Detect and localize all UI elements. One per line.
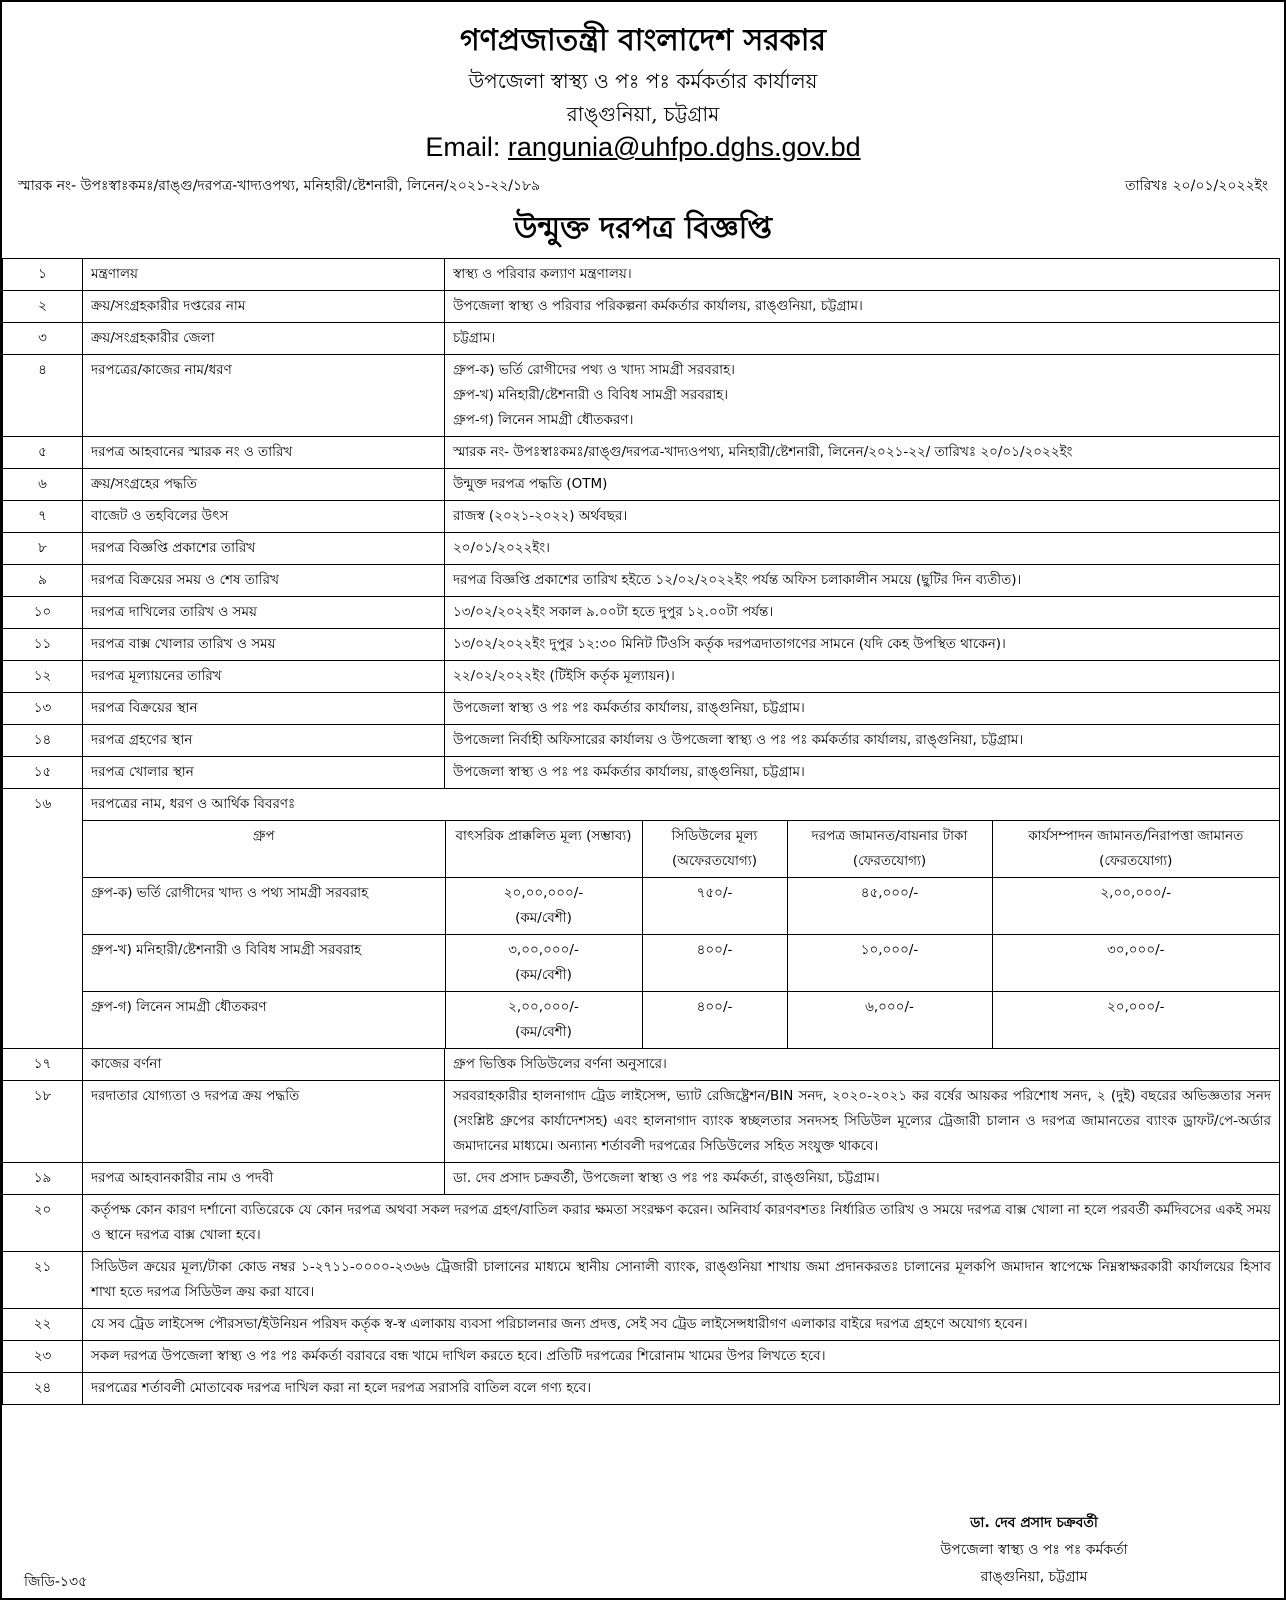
- row-value: উপজেলা স্বাস্থ্য ও পঃ পঃ কর্মকর্তার কার্যালয়, রাঙ্গুনিয়া, চট্টগ্রাম।: [445, 693, 1280, 725]
- row-number: ৬: [3, 469, 83, 501]
- notice-title: উন্মুক্ত দরপত্র বিজ্ঞপ্তি: [513, 211, 772, 246]
- row-number: ১৫: [3, 757, 83, 789]
- signatory-place: রাঙ্গুনিয়া, চট্টগ্রাম: [980, 1569, 1088, 1585]
- row-number: ২৩: [3, 1341, 83, 1373]
- memo-number: স্মারক নং- উপঃস্বাঃকমঃ/রাঙ্গু/দরপত্র-খাদ্যওপথ্য, মনিহারী/ষ্টেশনারী, লিনেন/২০২১-২২/১৮৯: [18, 178, 541, 194]
- financial-header-row: [83, 821, 1279, 878]
- row-label: দরপত্র বিক্রয়ের সময় ও শেষ তারিখ: [83, 565, 445, 597]
- row-number: ১১: [3, 629, 83, 661]
- signatory-designation: উপজেলা স্বাস্থ্য ও পঃ পঃ কর্মকর্তা: [940, 1542, 1128, 1558]
- row-number: ৯: [3, 565, 83, 597]
- estimate-cell: [445, 878, 642, 935]
- tender-security: ৪৫,০০০/-: [787, 878, 992, 935]
- office-name: উপজেলা স্বাস্থ্য ও পঃ পঃ কর্মকর্তার কার্যালয়: [468, 69, 818, 93]
- row-label: কাজের বর্ণনা: [83, 1049, 445, 1081]
- table-row: [3, 1163, 1280, 1195]
- table-row: [3, 291, 1280, 323]
- estimate-value: ৩,০০,০০০/-: [508, 942, 579, 958]
- row-number: ১৯: [3, 1163, 83, 1195]
- row-label: দরপত্র খোলার স্থান: [83, 757, 445, 789]
- table-row: [3, 565, 1280, 597]
- row-label: ক্রয়/সংগ্রহের পদ্ধতি: [83, 469, 445, 501]
- row-number: ২২: [3, 1309, 83, 1341]
- financial-table: [83, 820, 1279, 1048]
- row-value: [445, 355, 1280, 437]
- group-name: গ্রুপ-ক) ভর্তি রোগীদের খাদ্য ও পথ্য সামগ্রী সরবরাহ: [83, 878, 445, 935]
- estimate-note: (কম/বেশী): [515, 967, 572, 983]
- table-row: [3, 725, 1280, 757]
- condition-text: সকল দরপত্র উপজেলা স্বাস্থ্য ও পঃ পঃ কর্মকর্তা বরাবরে বন্ধ খামে দাখিল করতে হবে। প্রতিটি দরপত্রের শিরোনাম খামের উপর লিখতে হবে।: [83, 1341, 1280, 1373]
- email-link[interactable]: rangunia@uhfpo.dghs.gov.bd: [507, 132, 861, 162]
- tender-security: ৬,০০০/-: [787, 992, 992, 1049]
- table-row: [3, 1373, 1280, 1405]
- row-label: দরপত্রের/কাজের নাম/ধরণ: [83, 355, 445, 437]
- table-row: [3, 1049, 1280, 1081]
- table-row: [3, 533, 1280, 565]
- row-label: দরপত্রের নাম, ধরণ ও আর্থিক বিবরণঃ: [91, 796, 296, 812]
- col-header-security: দরপত্র জামানত/বায়নার টাকা (ফেরতযোগ্য): [787, 821, 992, 878]
- table-row: [3, 757, 1280, 789]
- row-label: দরপত্র বিক্রয়ের স্থান: [83, 693, 445, 725]
- row-number: ৪: [3, 355, 83, 437]
- table-row: [3, 501, 1280, 533]
- estimate-value: ২,০০,০০০/-: [508, 999, 579, 1015]
- government-title: গণপ্রজাতন্ত্রী বাংলাদেশ সরকার: [460, 23, 826, 58]
- row-value: উপজেলা নির্বাহী অফিসারের কার্যালয় ও উপজেলা স্বাস্থ্য ও পঃ পঃ কর্মকর্তার কার্যালয়, রাঙ্গুনিয়া, চট্টগ্রাম।: [445, 725, 1280, 757]
- row-number: ২১: [3, 1252, 83, 1309]
- memo-date: তারিখঃ ২০/০১/২০২২ইং: [1125, 178, 1268, 194]
- row-number: ১৩: [3, 693, 83, 725]
- row-value: সরবরাহকারীর হালনাগাদ ট্রেড লাইসেন্স, ভ্যাট রেজিষ্ট্রেশন/BIN সনদ, ২০২০-২০২১ কর বর্ষের আয়কর পরিশোধ সনদ, ২ (দুই) বছরের অভিজ্ঞতার সনদ (সংশ্লিষ্ট গ্রুপের কার্যাদেশসহ) এবং হালনাগাদ ব্যাংক স্বচ্ছলতার সনদসহ সিডিউল মূল্যের ট্রেজারী চালান ও দরপত্র জামানতের ব্যাংক ড্রাফট/পে-অর্ডার জমাদানের মাধ্যমে। অন্যান্য শর্তাবলী দরপত্রের সিডিউলের সহিত সংযুক্ত থাকবে।: [445, 1081, 1280, 1163]
- performance-security: ৩০,০০০/-: [992, 935, 1279, 992]
- row-value: ২০/০১/২০২২ইং।: [445, 533, 1280, 565]
- email-label: Email:: [425, 132, 508, 162]
- row-label: দরপত্র দাখিলের তারিখ ও সময়: [83, 597, 445, 629]
- table-row: [3, 1252, 1280, 1309]
- row-number: ২: [3, 291, 83, 323]
- row-number: ৮: [3, 533, 83, 565]
- row-value: উপজেলা স্বাস্থ্য ও পঃ পঃ কর্মকর্তার কার্যালয়, রাঙ্গুনিয়া, চট্টগ্রাম।: [445, 757, 1280, 789]
- condition-text: যে সব ট্রেড লাইসেন্স পৌরসভা/ইউনিয়ন পরিষদ কর্তৃক স্ব-স্ব এলাকায় ব্যবসা পরিচালনার জন্য প্রদত্ত, সেই সব ট্রেড লাইসেন্সধারীগণ এলাকার বাইরে দরপত্র গ্রহণে অযোগ্য হবেন।: [83, 1309, 1280, 1341]
- row-number: ১৬: [3, 789, 83, 1049]
- row-label: দরপত্র মূল্যায়নের তারিখ: [83, 661, 445, 693]
- row-number: ১০: [3, 597, 83, 629]
- row-value: ডা. দেব প্রসাদ চক্রবর্তী, উপজেলা স্বাস্থ্য ও পঃ পঃ কর্মকর্তা, রাঙ্গুনিয়া, চট্টগ্রাম।: [445, 1163, 1280, 1195]
- row-value: গ্রুপ ভিত্তিক সিডিউলের বর্ণনা অনুসারে।: [445, 1049, 1280, 1081]
- row-number: ২০: [3, 1195, 83, 1252]
- condition-text: সিডিউল ক্রয়ের মূল্য/টাকা কোড নম্বর ১-২৭১১-০০০০-২৩৬৬ ট্রেজারী চালানের মাধ্যমে স্থানীয় সোনালী ব্যাংক, রাঙ্গুনিয়া শাখায় জমা প্রদানকরতঃ চালানের মূলকপি জমাদান স্বাপেক্ষে নিম্নস্বাক্ষরকারী কার্যালয়ের হিসাব শাখা হতে দরপত্র সিডিউল ক্রয় করা যাবে।: [83, 1252, 1280, 1309]
- row-label: দরদাতার যোগ্যতা ও দরপত্র ক্রয় পদ্ধতি: [83, 1081, 445, 1163]
- table-row: [3, 469, 1280, 501]
- row-label: ক্রয়/সংগ্রহকারীর দপ্তরের নাম: [83, 291, 445, 323]
- schedule-price: ৪০০/-: [642, 935, 787, 992]
- row-number: ১: [3, 259, 83, 291]
- estimate-cell: [445, 992, 642, 1049]
- row-number: ৭: [3, 501, 83, 533]
- condition-text: দরপত্রের শর্তাবলী মোতাবেক দরপত্র দাখিল করা না হলে দরপত্র সরাসরি বাতিল বলে গণ্য হবে।: [83, 1373, 1280, 1405]
- row-value: ১৩/০২/২০২২ইং সকাল ৯.০০টা হতে দুপুর ১২.০০টা পর্যন্ত।: [445, 597, 1280, 629]
- estimate-note: (কম/বেশী): [515, 1024, 572, 1040]
- row-number: ২৪: [3, 1373, 83, 1405]
- financial-row: [83, 992, 1279, 1049]
- table-row: [3, 1195, 1280, 1252]
- row-number: ১৮: [3, 1081, 83, 1163]
- row-number: ১২: [3, 661, 83, 693]
- table-row: [3, 661, 1280, 693]
- col-header-performance: কার্যসম্পাদন জামানত/নিরাপত্তা জামানত (ফেরতযোগ্য): [992, 821, 1279, 878]
- table-row: [3, 1081, 1280, 1163]
- table-row: [3, 789, 1280, 1049]
- performance-security: ২০,০০০/-: [992, 992, 1279, 1049]
- performance-security: ২,০০,০০০/-: [992, 878, 1279, 935]
- email-line: [2, 130, 1284, 164]
- group-ka-line: গ্রুপ-ক) ভর্তি রোগীদের পথ্য ও খাদ্য সামগ্রী সরবরাহ।: [453, 362, 736, 378]
- table-row: [3, 1341, 1280, 1373]
- condition-text: কর্তৃপক্ষ কোন কারণ দর্শানো ব্যতিরেকে যে কোন দরপত্র অথবা সকল দরপত্র গ্রহণ/বাতিল করার ক্ষমতা সংরক্ষণ করেন। অনিবার্য কারণবশতঃ নির্ধারিত তারিখ ও সময়ে দরপত্র বাক্স খোলা না হলে পরবর্তী কর্মদিবসের একই সময় ও স্থানে দরপত্র বাক্স খোলা হবে।: [83, 1195, 1280, 1252]
- row-value: ১৩/০২/২০২২ইং দুপুর ১২:৩০ মিনিট টিওসি কর্তৃক দরপত্রদাতাগণের সামনে (যদি কেহ উপস্থিত থাকেন)।: [445, 629, 1280, 661]
- table-row: [3, 437, 1280, 469]
- row-label: দরপত্র গ্রহণের স্থান: [83, 725, 445, 757]
- signatory-name: ডা. দেব প্রসাদ চক্রবর্তী: [970, 1515, 1098, 1531]
- row-number: ১৭: [3, 1049, 83, 1081]
- gd-code: জিডি-১৩৫: [24, 1574, 88, 1590]
- table-row: [3, 355, 1280, 437]
- office-location: রাঙ্গুনিয়া, চট্টগ্রাম: [566, 102, 720, 126]
- schedule-price: ৭৫০/-: [642, 878, 787, 935]
- row-value: ২২/০২/২০২২ইং (টিইসি কর্তৃক মূল্যায়ন)।: [445, 661, 1280, 693]
- group-kha-line: গ্রুপ-খ) মনিহারী/ষ্টেশনারী ও বিবিধ সামগ্রী সরবরাহ।: [453, 387, 729, 403]
- table-row: [3, 693, 1280, 725]
- memo-line: [2, 176, 1284, 196]
- schedule-price: ৪০০/-: [642, 992, 787, 1049]
- col-header-estimate: বাৎসরিক প্রাক্কলিত মূল্য (সম্ভাব্য): [445, 821, 642, 878]
- table-row: [3, 597, 1280, 629]
- col-header-group: গ্রুপ: [83, 821, 445, 878]
- group-name: গ্রুপ-গ) লিনেন সামগ্রী ধৌতকরণ: [83, 992, 445, 1049]
- row-value: দরপত্র বিজ্ঞপ্তি প্রকাশের তারিখ হইতে ১২/০২/২০২২ইং পর্যন্ত অফিস চলাকালীন সময়ে (ছুটির দিন ব্যতীত)।: [445, 565, 1280, 597]
- row-number: ৩: [3, 323, 83, 355]
- row-label: ক্রয়/সংগ্রহকারীর জেলা: [83, 323, 445, 355]
- financial-section: [83, 789, 1280, 1049]
- group-name: গ্রুপ-খ) মনিহারী/ষ্টেশনারী ও বিবিধ সামগ্রী সরবরাহ: [83, 935, 445, 992]
- tender-security: ১০,০০০/-: [787, 935, 992, 992]
- table-row: [3, 629, 1280, 661]
- row-value: উপজেলা স্বাস্থ্য ও পরিবার পরিকল্পনা কর্মকর্তার কার্যালয়, রাঙ্গুনিয়া, চট্টগ্রাম।: [445, 291, 1280, 323]
- row-value: রাজস্ব (২০২১-২০২২) অর্থবছর।: [445, 501, 1280, 533]
- group-ga-line: গ্রুপ-গ) লিনেন সামগ্রী ধৌতকরণ।: [453, 412, 634, 428]
- table-row: [3, 1309, 1280, 1341]
- table-row: [3, 323, 1280, 355]
- row-label: দরপত্র আহবানকারীর নাম ও পদবী: [83, 1163, 445, 1195]
- notice-header: [2, 22, 1284, 164]
- row-label: দরপত্র বাক্স খোলার তারিখ ও সময়: [83, 629, 445, 661]
- estimate-cell: [445, 935, 642, 992]
- estimate-value: ২০,০০,০০০/-: [503, 885, 584, 901]
- row-label: দরপত্র বিজ্ঞপ্তি প্রকাশের তারিখ: [83, 533, 445, 565]
- row-number: ১৪: [3, 725, 83, 757]
- signature-block: [784, 1510, 1284, 1591]
- table-row: [3, 259, 1280, 291]
- financial-row: [83, 935, 1279, 992]
- row-value: চট্টগ্রাম।: [445, 323, 1280, 355]
- estimate-note: (কম/বেশী): [515, 910, 572, 926]
- row-number: ৫: [3, 437, 83, 469]
- row-value: স্মারক নং- উপঃস্বাঃকমঃ/রাঙ্গু/দরপত্র-খাদ্যওপথ্য, মনিহারী/ষ্টেশনারী, লিনেন/২০২১-২২/ তারিখঃ ২০/০১/২০২২ইং: [445, 437, 1280, 469]
- tender-details-table: [2, 258, 1280, 1405]
- financial-row: [83, 878, 1279, 935]
- row-label: দরপত্র আহবানের স্মারক নং ও তারিখ: [83, 437, 445, 469]
- row-label: বাজেট ও তহবিলের উৎস: [83, 501, 445, 533]
- row-value: উন্মুক্ত দরপত্র পদ্ধতি (OTM): [445, 469, 1280, 501]
- row-label: মন্ত্রণালয়: [83, 259, 445, 291]
- row-value: স্বাস্থ্য ও পরিবার কল্যাণ মন্ত্রণালয়।: [445, 259, 1280, 291]
- col-header-schedule: সিডিউলের মূল্য (অফেরতযোগ্য): [642, 821, 787, 878]
